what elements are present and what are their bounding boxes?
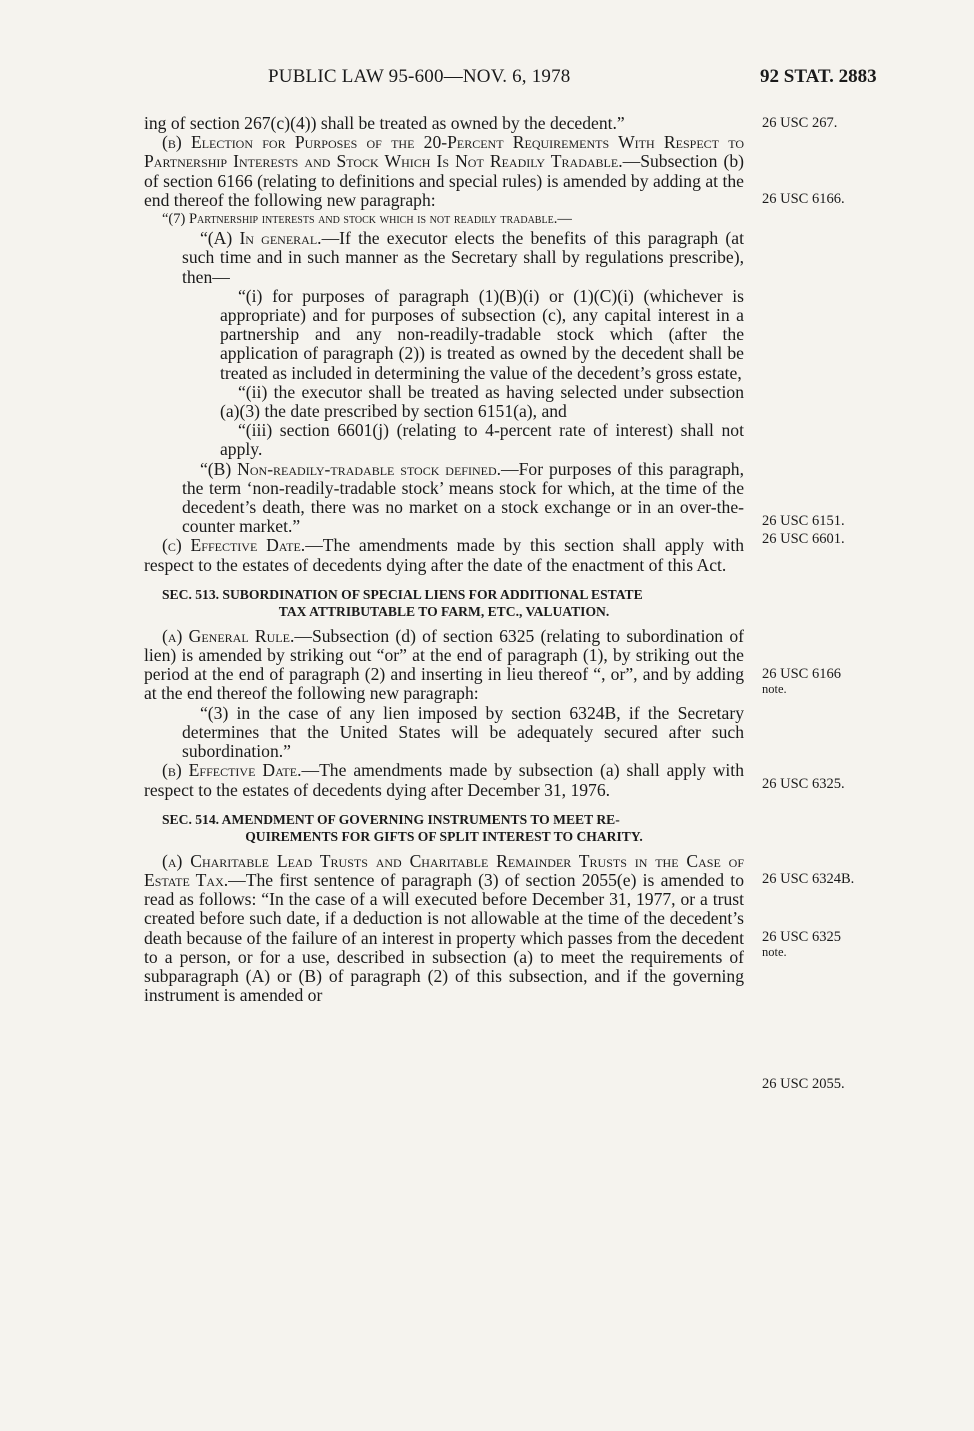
margin-note-usc-6601: 26 USC 6601. — [762, 531, 845, 547]
paragraph-513-b — [144, 761, 744, 799]
clause-iii: “(iii) section 6601(j) (relating to 4-percent rate of interest) shall not apply. — [220, 420, 744, 460]
section-heading-line: SEC. 513. SUBORDINATION OF SPECIAL LIENS FOR ADDITIONAL ESTATE — [162, 586, 643, 602]
subsection-text: —Subsection (b) of section 6166 (relating to definitions and special rules) is amended by adding at the end thereof the following new paragraph: — [144, 151, 744, 210]
paragraph-7-B — [144, 460, 744, 537]
margin-note-usc-267: 26 USC 267. — [762, 115, 838, 131]
margin-note-line: 26 USC 6325 — [762, 929, 841, 945]
margin-note-usc-6325: 26 USC 6325. — [762, 776, 845, 792]
clause-i: “(i) for purposes of paragraph (1)(B)(i) or (1)(C)(i) (whichever is appropriate) and for purposes of subsection (c), any capital interest in a partnership and any non-readily-tradable stock which (after the application of paragraph (2)) is treated as owned by the decedent shall be treated as included in determining the value of the decedent’s gross estate, — [220, 285, 744, 383]
margin-note-usc-6324b: 26 USC 6324B. — [762, 871, 855, 887]
paragraph-7-heading: “(7) Partnership interests and stock which is not readily tradable.— — [162, 211, 572, 228]
margin-note-usc-6325-note — [762, 930, 841, 960]
subparagraph-heading: “(A) In general. — [200, 228, 322, 249]
section-heading-line: TAX ATTRIBUTABLE TO FARM, ETC., VALUATION. — [278, 603, 610, 619]
subsection-heading: (b) Election for Purposes of the 20-Percent Requirements With Respect to Partnership Interests and Stock Which Is Not Readily Tradable. — [144, 132, 744, 172]
section-heading-line: SEC. 514. AMENDMENT OF GOVERNING INSTRUMENTS TO MEET RE- — [162, 811, 620, 827]
subparagraph-text: —If the executor elects the benefits of this paragraph (at such time and in such manner as the Secretary shall by regulations prescribe), then— — [182, 228, 744, 287]
paragraph-subsection-c — [144, 536, 744, 574]
margin-note-usc-2055: 26 USC 2055. — [762, 1076, 845, 1092]
subsection-text: —The amendments made by this section shall apply with respect to the estates of decedents dying after the date of the enactment of this Act. — [144, 535, 744, 575]
subparagraph-text: —For purposes of this paragraph, the term ‘non-readily-tradable stock’ means stock for which, at the time of the decedent’s death, there was no market on a stock exchange or in an over-the-counter market.” — [182, 458, 744, 537]
section-514-heading — [144, 811, 744, 845]
paragraph-continuation: ing of section 267(c)(4)) shall be treated as owned by the decedent.” — [144, 113, 625, 133]
paragraph-514-a — [144, 852, 744, 1006]
subsection-heading: (a) Charitable Lead Trusts and Charitable Remainder Trusts in the Case of Estate Tax. — [144, 850, 744, 890]
subsection-text: —The amendments made by subsection (a) shall apply with respect to the estates of decedents dying after December 31, 1976. — [144, 760, 744, 800]
margin-note-line: note. — [762, 682, 787, 696]
subsection-heading: (c) Effective Date. — [162, 535, 306, 556]
subsection-text: —Subsection (d) of section 6325 (relating to subordination of lien) is amended by striking out “or” at the end of paragraph (1), by striking out the period at the end of paragraph (2) and inserting in lieu thereof “, or”, and by adding at the end thereof the following new paragraph: — [144, 625, 744, 704]
main-text-column — [144, 114, 744, 1005]
section-heading-line: QUIREMENTS FOR GIFTS OF SPLIT INTEREST TO CHARITY. — [245, 828, 643, 844]
subsection-heading: (b) Effective Date. — [162, 760, 302, 781]
subparagraph-heading: “(B) Non-readily-tradable stock defined. — [200, 458, 502, 479]
paragraph-513-a — [144, 627, 744, 704]
margin-note-line: note. — [762, 945, 787, 959]
paragraph-7-A — [144, 229, 744, 287]
margin-note-usc-6166-note — [762, 667, 841, 697]
paragraph-subsection-b — [144, 133, 744, 210]
subsection-text: —The first sentence of paragraph (3) of section 2055(e) is amended to read as follows: “In the case of a will executed before December 31, 1977, or a trust created before such date, if a deduction is not allowable at the time of the decedent’s death because of the failure of an interest in property which passes from the decedent to a person, or for a use, described in subsection (a) to meet the requirements of subparagraph (A) or (B) of paragraph (2) of this subsection, and if the governing instrument is amended or — [144, 869, 744, 1006]
margin-note-usc-6166: 26 USC 6166. — [762, 191, 845, 207]
paragraph-513-a-3: “(3) in the case of any lien imposed by section 6324B, if the Secretary determines that the United States will be adequately secured after such subordination.” — [182, 702, 744, 762]
running-header-title: PUBLIC LAW 95-600—NOV. 6, 1978 — [268, 66, 571, 87]
margin-note-usc-6151: 26 USC 6151. — [762, 513, 845, 529]
clause-ii: “(ii) the executor shall be treated as having selected under subsection (a)(3) the date prescribed by section 6151(a), and — [220, 381, 744, 422]
running-header-stat-page: 92 STAT. 2883 — [760, 66, 877, 87]
margin-note-line: 26 USC 6166 — [762, 666, 841, 682]
subsection-heading: (a) General Rule. — [162, 625, 295, 646]
section-513-heading — [144, 586, 744, 620]
